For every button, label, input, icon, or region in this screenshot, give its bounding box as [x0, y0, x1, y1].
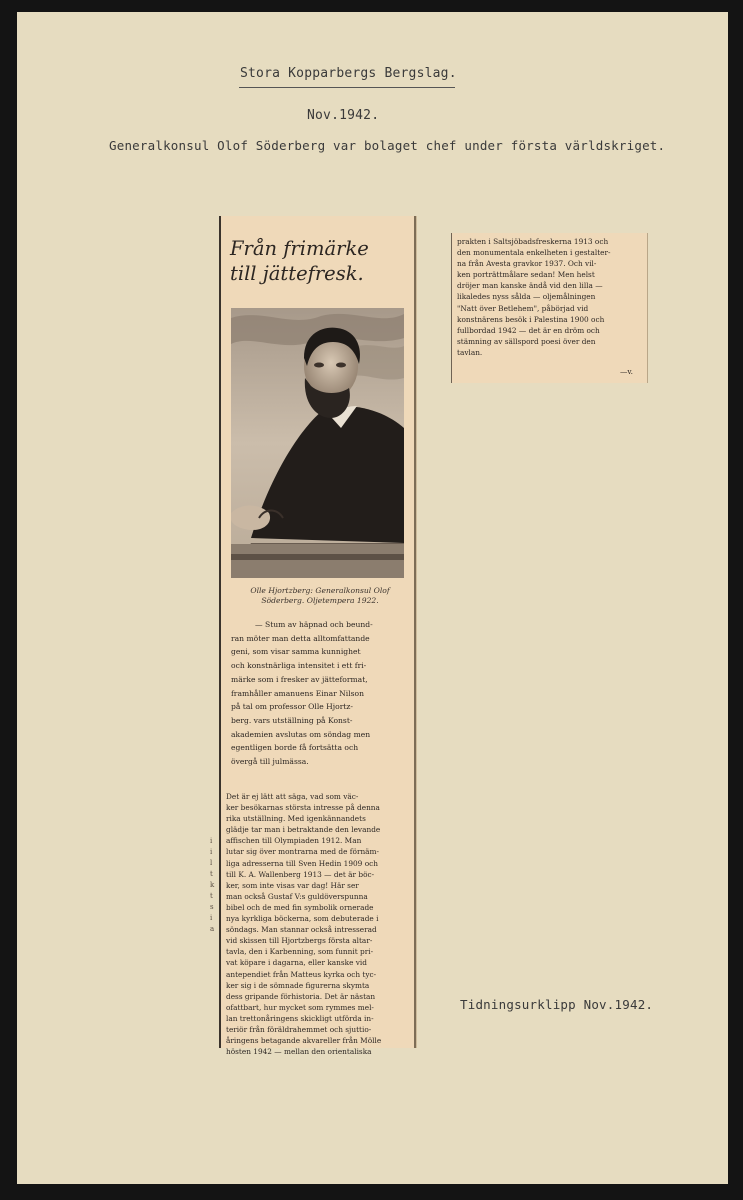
intro-line: på tal om professor Olle Hjortz-: [231, 702, 353, 712]
intro-line: övergå till julmässa.: [231, 757, 309, 767]
gutter-mark: i: [210, 848, 213, 856]
gutter-marks: [210, 836, 218, 935]
gutter-mark: i: [210, 837, 213, 845]
newspaper-clipping-continuation: [451, 233, 648, 383]
intro-line: framhåller amanuens Einar Nilson: [231, 688, 365, 698]
intro-paragraph: [231, 618, 407, 769]
intro-line: och konstnärliga intensitet i ett fri-: [231, 661, 367, 671]
body-line: vat köpare i dagarna, eller kanske vid: [226, 958, 367, 968]
body-line: ofattbart, hur mycket som rymmes mel-: [226, 1002, 374, 1012]
body-line: hösten 1942 — mellan den orientaliska: [226, 1047, 372, 1057]
company-heading: Stora Kopparbergs Bergslag.: [240, 66, 457, 81]
gutter-mark: l: [210, 859, 213, 867]
continuation-line: den monumentala enkelheten i gestalter-: [457, 248, 611, 258]
body-line: tavla, den i Karbenning, som funnit pri-: [226, 947, 374, 957]
body-line: bibel och de med fin symbolik ornerade: [226, 902, 374, 912]
headline-line: Från frimärke: [230, 237, 369, 260]
body-line: affischen till Olympiaden 1912. Man: [226, 836, 362, 846]
gutter-mark: s: [210, 903, 214, 911]
body-line: ker, som inte visas var dag! Här ser: [226, 880, 359, 890]
gutter-mark: i: [210, 914, 213, 922]
body-line: ker besökarnas största intresse på denna: [226, 803, 380, 813]
photo-caption: [228, 586, 412, 606]
continuation-line: prakten i Saltsjöbadsfreskerna 1913 och: [457, 237, 609, 246]
body-line: till K. A. Wallenberg 1913 — det är böc-: [226, 869, 375, 879]
headline-line: till jättefresk.: [230, 262, 364, 285]
continuation-line: "Natt över Betlehem", påbörjad vid: [457, 303, 589, 313]
intro-line: — Stum av häpnad och beund-: [255, 620, 373, 629]
intro-line: märke som i fresker av jätteformat,: [231, 674, 368, 684]
intro-line: akademien avslutas om söndag men: [231, 729, 371, 739]
continuation-line: na från Avesta gravkor 1937. Och vil-: [457, 259, 597, 269]
body-line: rika utställning. Med igenkännandets: [226, 814, 366, 824]
continuation-line: tavlan.: [457, 347, 483, 357]
body-line: nya kyrkliga böckerna, som debuterade i: [226, 914, 379, 924]
continuation-line: dröjer man kanske ändå vid den lilla —: [457, 281, 603, 291]
body-line: vid skissen till Hjortzbergs första altar-: [226, 936, 373, 946]
author-signature: —v.: [619, 367, 633, 376]
date-line: Nov.1942.: [307, 108, 380, 123]
archive-sheet: [17, 12, 728, 1184]
continuation-line: konstnärens besök i Palestina 1900 och: [457, 314, 605, 324]
caption-line: Olle Hjortzberg: Generalkonsul Olof: [250, 586, 390, 595]
body-line: åringens betagande akvareller från Mölle: [226, 1036, 382, 1046]
clipping-headline: [230, 236, 410, 286]
intro-line: ran möter man detta alltomfattande: [231, 633, 370, 643]
continuation-line: stämning av sällspord poesi över den: [457, 336, 596, 346]
body-line: lutar sig över montrarna med de förnäm-: [226, 847, 380, 857]
caption-line: Söderberg. Oljetempera 1922.: [261, 596, 379, 605]
subject-line: Generalkonsul Olof Söderberg var bolaget chef under första världskriget.: [109, 138, 666, 153]
body-line: söndags. Man stannar också intresserad: [226, 925, 377, 935]
body-line: antependiet från Matteus kyrka och tyc-: [226, 969, 377, 979]
intro-line: geni, som visar samma kunnighet: [231, 647, 361, 657]
clipping-note: Tidningsurklipp Nov.1942.: [460, 997, 654, 1012]
gutter-mark: t: [210, 892, 213, 900]
continuation-line: ken porträttmålare sedan! Men helst: [457, 270, 595, 280]
continuation-text: [457, 236, 645, 358]
body-line: teriör från föräldrahemmet och sjuttio-: [226, 1024, 372, 1034]
intro-line: egentligen borde få fortsätta och: [231, 743, 359, 753]
continuation-line: likaledes nyss sålda — oljemålningen: [457, 292, 596, 302]
body-line: dess gripande förhistoria. Det är nästan: [226, 991, 376, 1001]
continuation-line: fullbordad 1942 — det är en dröm och: [457, 325, 600, 335]
body-line: Det är ej lätt att säga, vad som väc-: [226, 792, 359, 801]
body-line: liga adresserna till Sven Hedin 1909 och: [226, 858, 378, 868]
body-line: lan trettonåringens skickligt utförda in-: [226, 1013, 374, 1023]
intro-line: berg. vars utställning på Konst-: [231, 715, 353, 725]
gutter-mark: t: [210, 870, 213, 878]
article-body: [226, 791, 416, 1057]
gutter-mark: k: [210, 881, 215, 889]
heading-underline: [239, 87, 455, 88]
gutter-mark: a: [210, 925, 215, 933]
body-line: man också Gustaf V:s guldöverspunna: [226, 891, 368, 901]
portrait-photo: [231, 308, 404, 578]
body-line: ker sig i de sömnade figurerna skymta: [226, 980, 370, 990]
body-line: glädje tar man i betraktande den levande: [226, 825, 381, 835]
newspaper-clipping-main: [210, 216, 417, 1057]
